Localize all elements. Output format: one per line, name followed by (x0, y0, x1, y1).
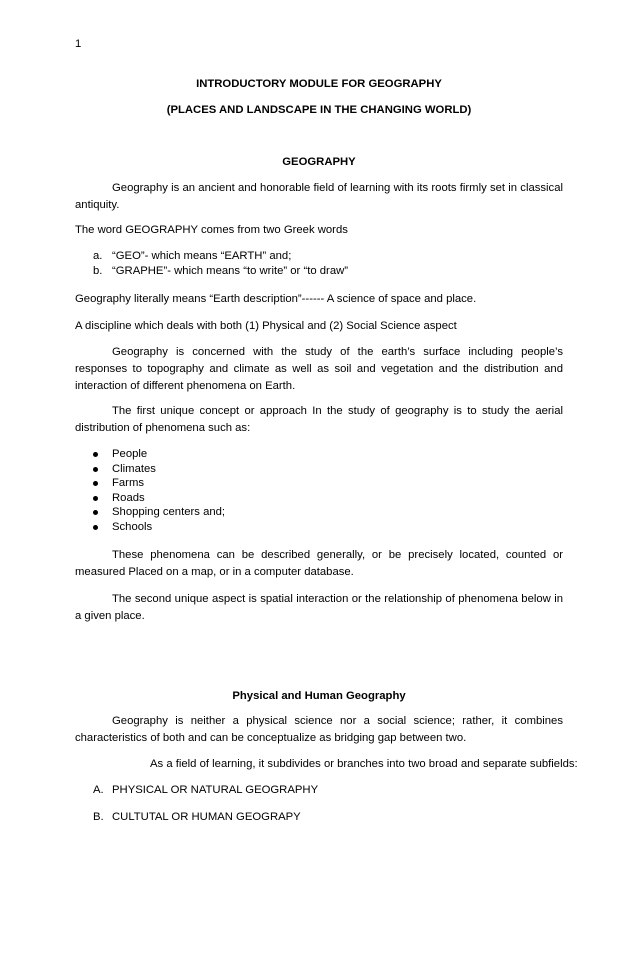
paragraph-described: These phenomena can be described generally, or be precisely located, counted or measured Placed on a map, or in a computer database. (75, 549, 563, 578)
subfields-list (93, 782, 318, 826)
list-item-text: Shopping centers and; (112, 506, 226, 519)
list-item-text: PHYSICAL OR NATURAL GEOGRAPHY (112, 784, 319, 796)
bullet-icon (93, 452, 98, 457)
page-number: 1 (75, 38, 82, 50)
list-item (93, 462, 225, 477)
bullet-icon (93, 467, 98, 472)
list-item (93, 505, 225, 520)
bullet-icon (93, 496, 98, 501)
list-marker: a. (93, 250, 103, 262)
list-item (93, 447, 225, 462)
list-item (93, 476, 225, 491)
list-item (93, 249, 348, 264)
list-item-text: Climates (112, 462, 156, 475)
list-item (93, 809, 318, 826)
list-item-text: People (112, 448, 148, 460)
list-item-text: Schools (112, 520, 153, 533)
paragraph-intro: Geography is an ancient and honorable field of learning with its roots firmly set in classical antiquity. (75, 182, 563, 211)
literal-meaning-line: Geography literally means “Earth description”------ A science of space and place. (75, 293, 477, 305)
list-item (93, 491, 225, 506)
module-subtitle: (PLACES AND LANDSCAPE IN THE CHANGING WORLD) (166, 104, 472, 116)
paragraph-concerned: Geography is concerned with the study of the earth’s surface including people’s responses to topography and climate as well as soil and vegetation and the distribution and interaction of different phenomena on Earth. (75, 346, 563, 392)
list-item-text: “GRAPHE”- which means “to write” or “to draw” (112, 265, 349, 277)
phenomena-list (93, 447, 225, 535)
section-heading-geography: GEOGRAPHY (282, 156, 356, 168)
paragraph-neither: Geography is neither a physical science nor a social science; rather, it combines characteristics of both and can be conceptualize as bridging gap between two. (75, 715, 563, 744)
bullet-icon (93, 510, 98, 515)
list-marker: A. (93, 784, 104, 796)
word-origin-line: The word GEOGRAPHY comes from two Greek words (75, 224, 348, 236)
bullet-icon (93, 525, 98, 530)
list-marker: B. (93, 811, 104, 823)
paragraph-second-aspect: The second unique aspect is spatial interaction or the relationship of phenomena below in a given place. (75, 593, 563, 622)
list-item-text: CULTUTAL OR HUMAN GEOGRAPY (112, 811, 301, 823)
section-heading-physical-human: Physical and Human Geography (232, 690, 406, 702)
greek-words-list (93, 249, 348, 279)
list-item-text: Roads (112, 491, 145, 504)
bullet-icon (93, 481, 98, 486)
list-marker: b. (93, 265, 103, 277)
list-item (93, 782, 318, 809)
list-item (93, 520, 225, 535)
subfields-intro-line: As a field of learning, it subdivides or branches into two broad and separate subfields: (150, 758, 578, 770)
list-item-text: “GEO”- which means “EARTH” and; (112, 250, 292, 262)
paragraph-first-concept: The first unique concept or approach In the study of geography is to study the aerial distribution of phenomena such as: (75, 405, 563, 434)
list-item (93, 264, 348, 279)
list-item-text: Farms (112, 477, 145, 490)
module-title: INTRODUCTORY MODULE FOR GEOGRAPHY (196, 78, 442, 90)
discipline-line: A discipline which deals with both (1) Physical and (2) Social Science aspect (75, 320, 457, 332)
